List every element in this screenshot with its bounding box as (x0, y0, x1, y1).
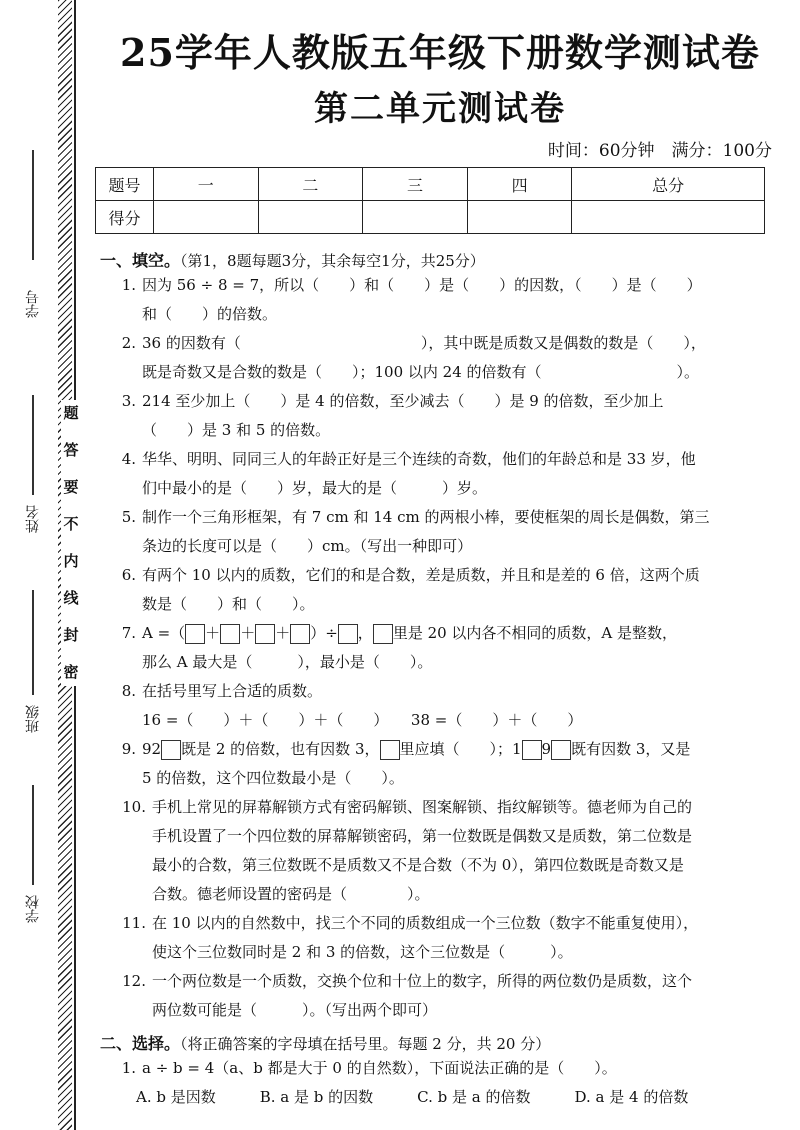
question-11-line: 11. 在 10 以内的自然数中，找三个不同的质数组成一个三位数（数字不能重复使用）， (122, 914, 699, 932)
choice-options (100, 1083, 780, 1111)
question-list (100, 271, 780, 1025)
question-10-line: 10. 手机上常见的屏幕解锁方式有密码解锁、图案解锁、指纹解锁等。德老师为自己的 (122, 798, 693, 816)
score-cell: 题号 (96, 168, 154, 201)
label-xingming: 姓名 (25, 505, 41, 533)
score-input[interactable] (572, 201, 765, 234)
question-10-line: 合数。德老师设置的密码是（ ）。 (152, 885, 430, 903)
seal-char: 内 (63, 552, 79, 570)
question-1-line: 1. 因为 56 ÷ 8 = 7，所以（ ）和（ ）是（ ）的因数，（ ）是（ ） (121, 276, 702, 294)
question-6-line: 数是（ ）和（ ）。 (142, 595, 315, 613)
seal-char: 封 (63, 626, 79, 644)
field-xingming (18, 505, 48, 533)
score-value-row (96, 201, 765, 234)
answer-box[interactable] (522, 740, 542, 760)
question-9-line: 9. 92 既是 2 的倍数，也有因数 3， 里应填（ ）；1 9 既有因数 3，又是 (121, 740, 691, 758)
answer-box[interactable] (161, 740, 181, 760)
question-9-line: 5 的倍数，这个四位数最小是（ ）。 (142, 769, 404, 787)
answer-box[interactable] (220, 624, 240, 644)
question-4-line: 4. 华华、明明、同同三人的年龄正好是三个连续的奇数，他们的年龄总和是 33 岁，他 (121, 450, 696, 468)
binding-margin (0, 0, 92, 1130)
score-cell: 一 (154, 168, 259, 201)
score-input[interactable] (258, 201, 363, 234)
answer-box[interactable] (338, 624, 358, 644)
line-xingming[interactable] (18, 395, 48, 495)
question-4-line: 们中最小的是（ ）岁，最大的是（ ）岁。 (142, 479, 488, 497)
score-header-row (96, 168, 765, 201)
question-7-line: 7. A =（ ＋ ＋ ＋ ）÷ ， 里是 20 以内各不相同的质数，A 是整数， (121, 624, 678, 642)
label-xuexiao: 学校 (25, 895, 41, 923)
answer-box[interactable] (290, 624, 310, 644)
question-3-line: 3. 214 至少加上（ ）是 4 的倍数，至少减去（ ）是 9 的倍数，至少加上 (121, 392, 664, 410)
option-b[interactable]: B. a 是 b 的因数 (259, 1088, 374, 1106)
answer-box[interactable] (373, 624, 393, 644)
score-cell: 三 (363, 168, 468, 201)
line-xuexiao[interactable] (18, 785, 48, 885)
question-8-line: 8. 在括号里写上合适的质数。 (121, 682, 323, 700)
field-xuehao (18, 290, 48, 324)
section2-heading: 二、选择。（将正确答案的字母填在括号里。每题 2 分，共 20 分） (100, 1034, 551, 1053)
score-input[interactable] (363, 201, 468, 234)
score-cell: 二 (258, 168, 363, 201)
score-table (95, 167, 765, 234)
score-cell: 总分 (572, 168, 765, 201)
choice-question-1: 1. a ÷ b = 4（a、b 都是大于 0 的自然数），下面说法正确的是（ ）。 (121, 1059, 617, 1077)
question-8-line: 16 =（ ）＋（ ）＋（ ） 38 =（ ）＋（ ） (142, 711, 583, 729)
answer-box[interactable] (185, 624, 205, 644)
option-c[interactable]: C. b 是 a 的倍数 (417, 1088, 531, 1106)
question-3-line: （ ）是 3 和 5 的倍数。 (142, 421, 331, 439)
seal-char: 题 (63, 404, 79, 422)
score-input[interactable] (154, 201, 259, 234)
question-7-line: 那么 A 最大是（ ），最小是（ ）。 (142, 653, 433, 671)
question-12-line: 12. 一个两位数是一个质数，交换个位和十位上的数字，所得的两位数仍是质数，这个 (122, 972, 693, 990)
question-10-line: 最小的合数，第三位数既不是质数又不是合数（不为 0），第四位数既是奇数又是 (152, 856, 684, 874)
seal-char: 密 (63, 663, 79, 681)
label-xuehao: 学号 (25, 290, 41, 318)
exam-page (100, 0, 780, 1111)
line-xuehao[interactable] (18, 150, 48, 260)
seal-warning (61, 400, 81, 686)
score-cell: 得分 (96, 201, 154, 234)
score-input[interactable] (467, 201, 572, 234)
exam-meta: 时间：60分钟 满分：100分 (547, 141, 772, 161)
section1-heading: 一、填空。（第1，8题每题3分，其余每空1分，共25分） (100, 251, 485, 270)
answer-box[interactable] (255, 624, 275, 644)
field-banji (18, 705, 48, 733)
question-11-line: 使这个三位数同时是 2 和 3 的倍数，这个三位数是（ ）。 (152, 943, 573, 961)
option-a[interactable]: A. b 是因数 (136, 1088, 216, 1106)
score-cell: 四 (467, 168, 572, 201)
question-6-line: 6. 有两个 10 以内的质数，它们的和是合数，差是质数，并且和是差的 6 倍，这两个质 (121, 566, 700, 584)
answer-box[interactable] (551, 740, 571, 760)
question-1-line: 和（ ）的倍数。 (142, 305, 278, 323)
label-banji: 班级 (25, 705, 41, 733)
question-10-line: 手机设置了一个四位数的屏幕解锁密码，第一位数既是偶数又是质数，第二位数是 (152, 827, 693, 845)
option-d[interactable]: D. a 是 4 的倍数 (574, 1088, 689, 1106)
exam-title: 25学年人教版五年级下册数学测试卷 (120, 30, 760, 75)
exam-subtitle: 第二单元测试卷 (314, 89, 566, 129)
seal-char: 答 (63, 441, 79, 459)
seal-char: 不 (63, 515, 79, 533)
field-xuexiao (18, 895, 48, 923)
seal-char: 线 (63, 589, 79, 607)
answer-box[interactable] (380, 740, 400, 760)
question-2-line: 既是奇数又是合数的数是（ ）；100 以内 24 的倍数有（ ）。 (142, 363, 700, 381)
seal-char: 要 (63, 478, 79, 496)
question-2-line: 2. 36 的因数有（ ），其中既是质数又是偶数的数是（ ）， (121, 334, 706, 352)
question-5-line: 5. 制作一个三角形框架，有 7 cm 和 14 cm 的两根小棒，要使框架的周长是偶数，第三 (121, 508, 710, 526)
line-banji[interactable] (18, 590, 48, 695)
question-5-line: 条边的长度可以是（ ）cm。（写出一种即可） (142, 537, 473, 555)
question-12-line: 两位数可能是（ ）。（写出两个即可） (152, 1001, 438, 1019)
